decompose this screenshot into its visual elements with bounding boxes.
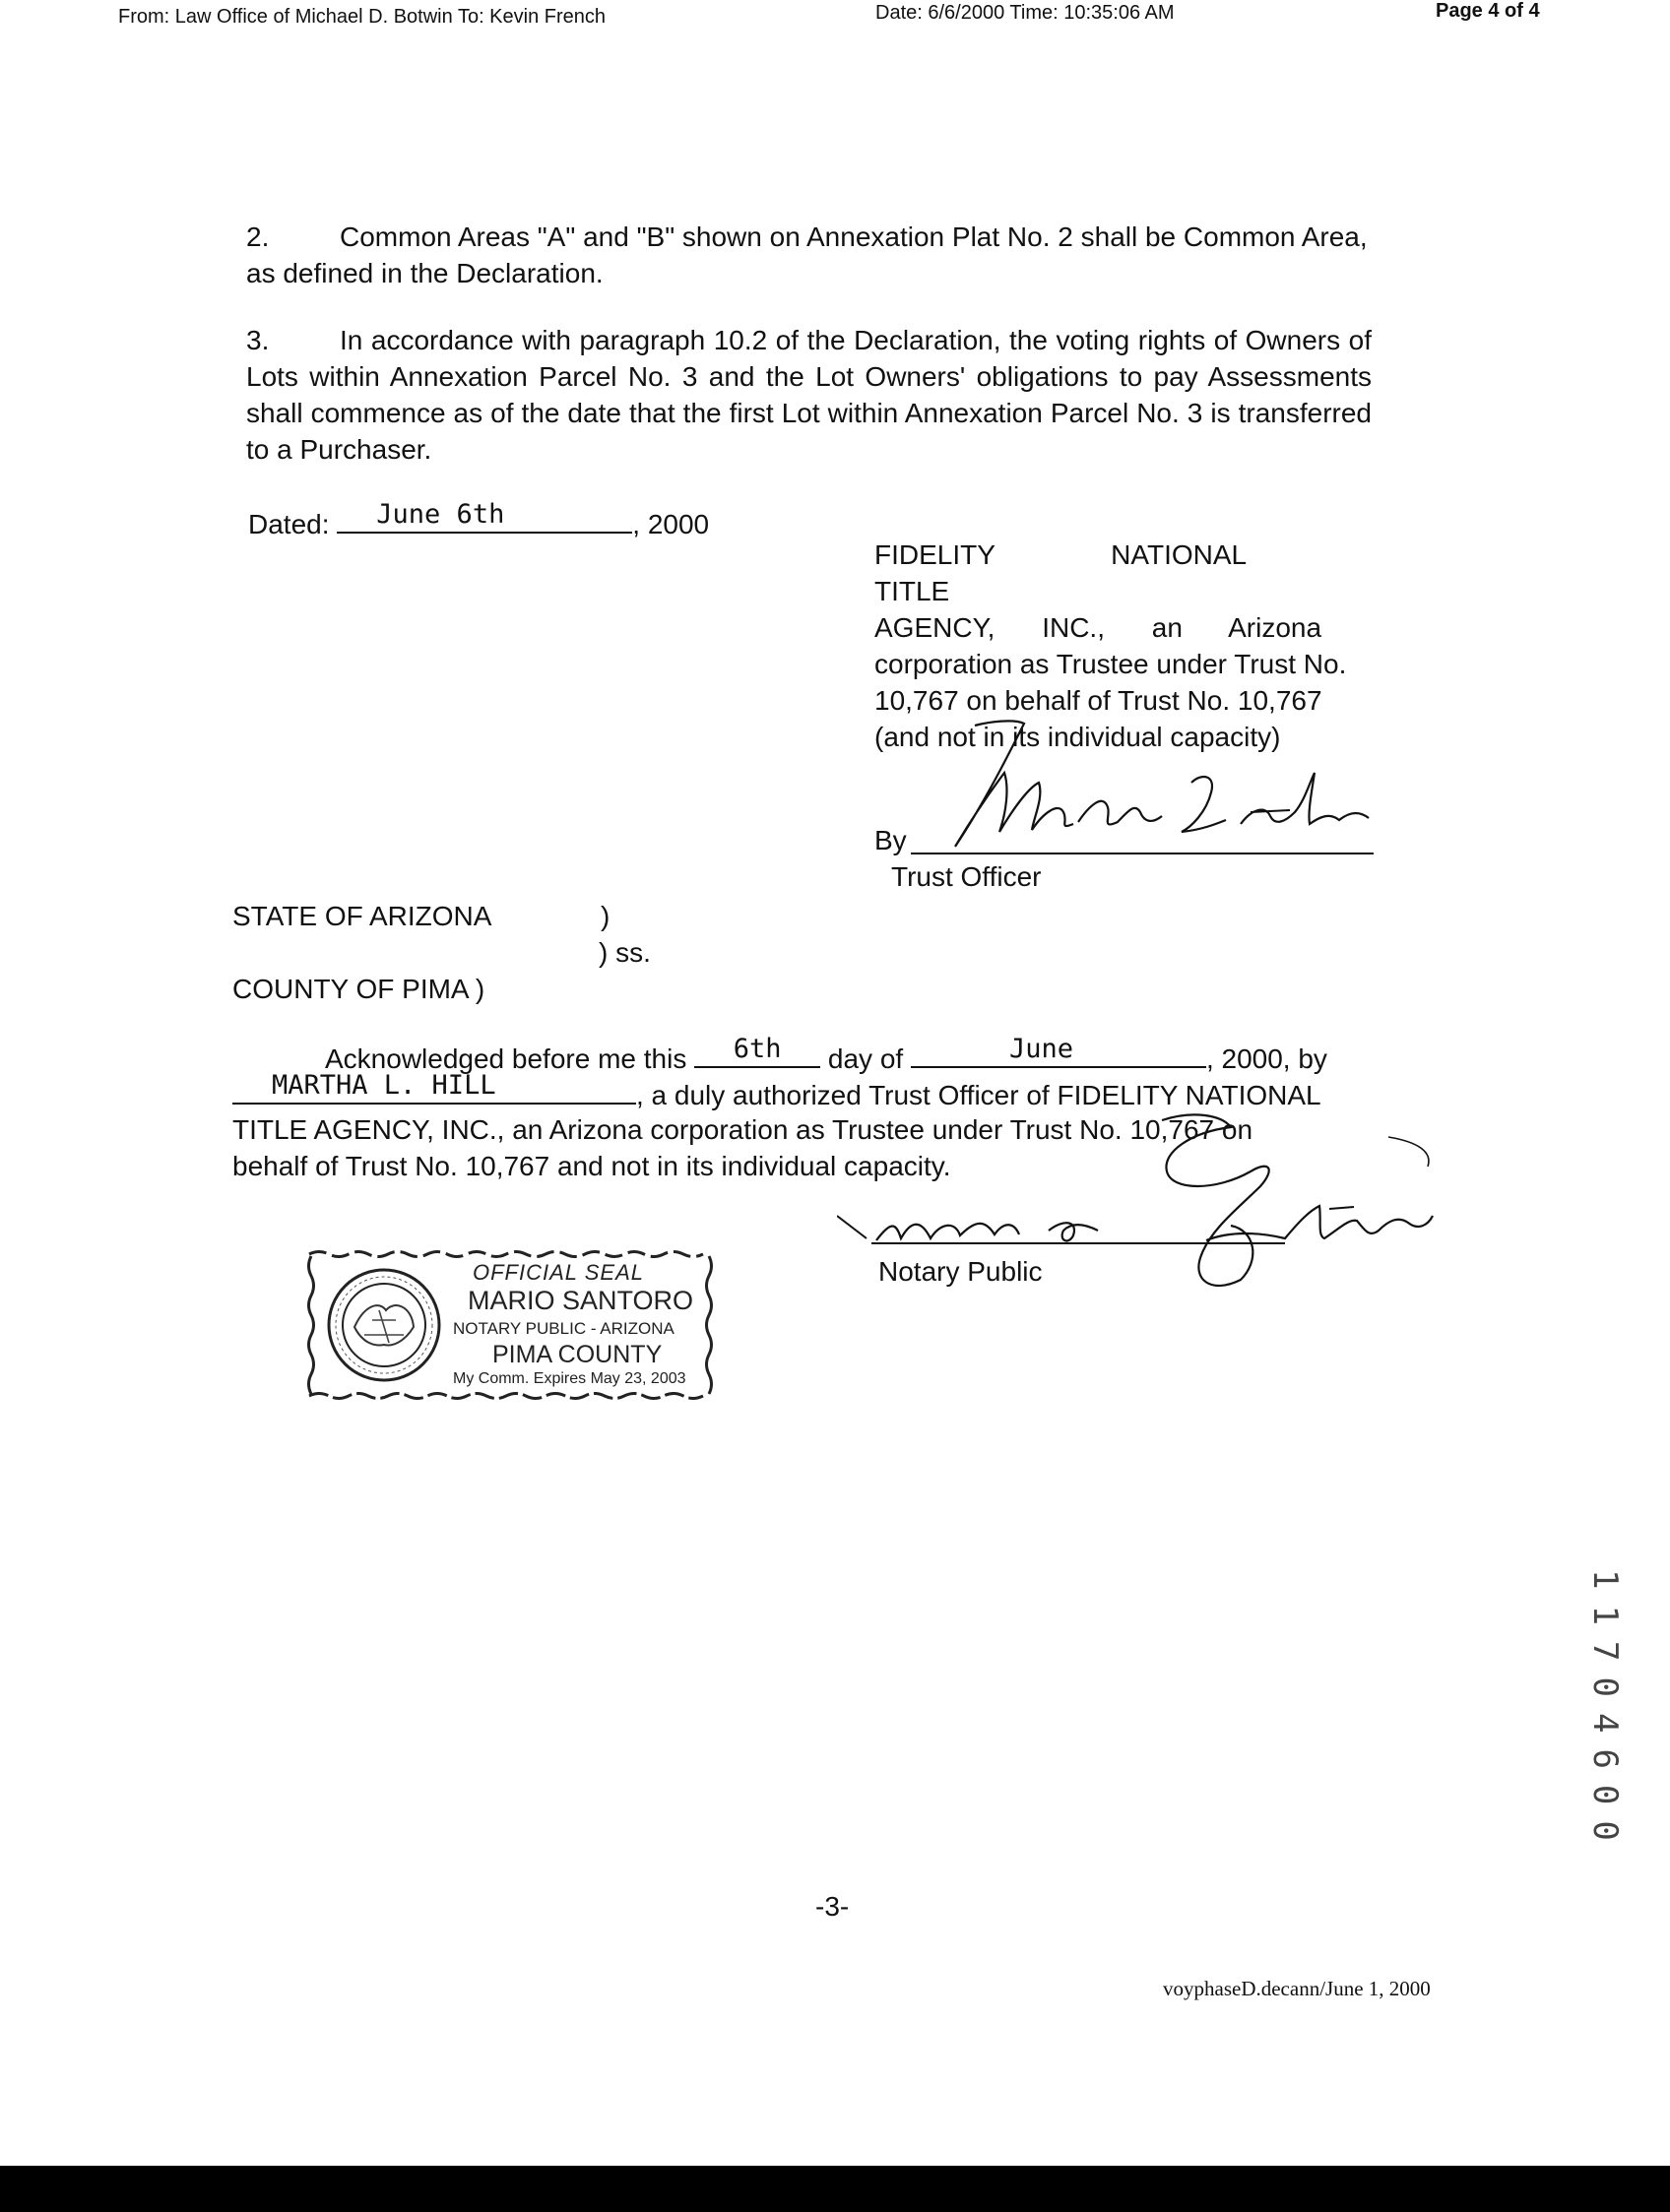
notary-seal xyxy=(305,1248,719,1401)
trustee-line-1 xyxy=(874,537,1372,609)
venue-county: COUNTY OF PIMA ) xyxy=(232,974,485,1004)
paragraph-3-number: 3. xyxy=(246,325,270,355)
by-label: By xyxy=(874,825,907,855)
trustee-line-5: (and not in its individual capacity) xyxy=(874,722,1281,752)
trust-officer-title: Trust Officer xyxy=(891,861,1042,892)
by-line xyxy=(874,822,907,858)
venue-state: STATE OF ARIZONA xyxy=(232,901,492,931)
ack-year-by: , 2000, by xyxy=(1205,1043,1327,1074)
seal-line-4: PIMA COUNTY xyxy=(492,1341,663,1368)
notary-title: Notary Public xyxy=(878,1256,1043,1287)
ack-line-2 xyxy=(232,1070,1321,1113)
ack-name-handwritten: MARTHA L. HILL xyxy=(272,1070,496,1101)
dated-blank xyxy=(337,499,632,534)
venue-state-paren: ) xyxy=(601,901,610,931)
trustee-line-3: corporation as Trustee under Trust No. xyxy=(874,649,1347,679)
trust-officer-signature xyxy=(916,714,1379,861)
side-stamp xyxy=(1575,1546,1635,1900)
seal-line-2: MARIO SANTORO xyxy=(468,1286,694,1315)
trustee-line-2: AGENCY, INC., an Arizona xyxy=(874,612,1322,643)
dated-line xyxy=(248,499,710,542)
ack-month-handwritten: June xyxy=(1008,1034,1073,1064)
seal-line-1: OFFICIAL SEAL xyxy=(473,1260,644,1285)
ack-day-of: day of xyxy=(827,1043,904,1074)
seal-line-5: My Comm. Expires May 23, 2003 xyxy=(453,1370,686,1387)
ack-line-3: TITLE AGENCY, INC., an Arizona corporation as Trustee under Trust No. 10,767 on xyxy=(232,1114,1253,1145)
ack-name-blank xyxy=(232,1070,636,1105)
side-stamp-text: 11704600 xyxy=(1585,1569,1625,1857)
fax-date-time: Date: 6/6/2000 Time: 10:35:06 AM xyxy=(875,2,1175,24)
paragraph-2 xyxy=(246,219,1372,291)
paragraph-2-number: 2. xyxy=(246,221,270,252)
paragraph-3-text: In accordance with paragraph 10.2 of the Declaration, the voting rights of Owners of Lots within Annexation Parcel No. 3 and the Lot Owners' obligations to pay Assessments shall commence as of the date that the first Lot within Annexation Parcel No. 3 is transferred to a Purchaser. xyxy=(246,325,1372,465)
footer-reference: voyphaseD.decann/June 1, 2000 xyxy=(1163,1977,1431,2000)
venue-ss: ) ss. xyxy=(599,937,651,968)
page-number: -3- xyxy=(815,1891,850,1922)
dated-handwritten: June 6th xyxy=(376,499,505,530)
ack-day-blank xyxy=(694,1034,820,1068)
paragraph-3 xyxy=(246,322,1372,468)
dated-label: Dated: xyxy=(248,509,330,539)
paragraph-2-text: Common Areas "A" and "B" shown on Annexation Plat No. 2 shall be Common Area, as defined in the Declaration. xyxy=(246,221,1368,288)
ack-line-2-text: , a duly authorized Trust Officer of FIDELITY NATIONAL xyxy=(636,1080,1321,1110)
ack-line-4: behalf of Trust No. 10,767 and not in its individual capacity. xyxy=(232,1151,951,1181)
arizona-state-seal-icon xyxy=(325,1266,443,1384)
fax-bottom-band xyxy=(0,2166,1670,2212)
ack-day-handwritten: 6th xyxy=(733,1034,782,1064)
ack-month-blank xyxy=(911,1034,1206,1068)
fax-from-to: From: Law Office of Michael D. Botwin To: Kevin French xyxy=(118,6,607,28)
trustee-line-4: 10,767 on behalf of Trust No. 10,767 xyxy=(874,685,1322,716)
seal-line-3: NOTARY PUBLIC - ARIZONA xyxy=(453,1319,674,1338)
ack-lead: Acknowledged before me this xyxy=(325,1043,687,1074)
trustee-line-1-text: FIDELITY NATIONAL TITLE xyxy=(874,539,1247,606)
fax-page-count: Page 4 of 4 xyxy=(1436,0,1540,22)
dated-year: , 2000 xyxy=(632,509,710,539)
